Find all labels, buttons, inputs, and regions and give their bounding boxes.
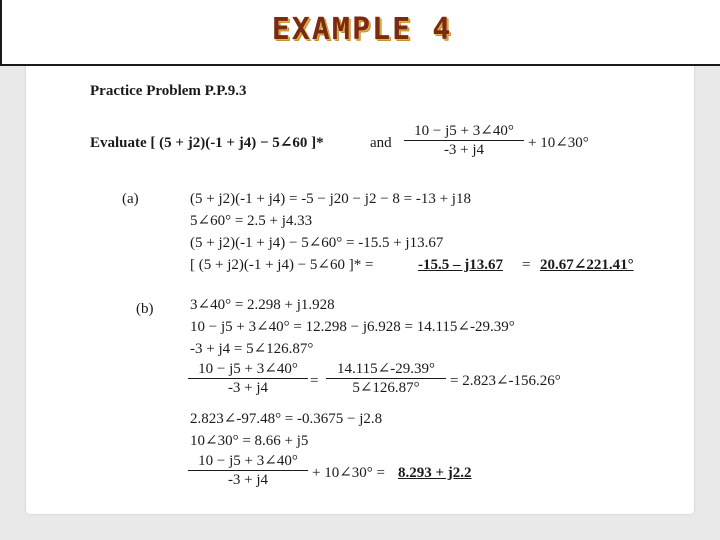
part-b-ratio-result: = 2.823∠-156.26°	[450, 373, 561, 389]
problem-evaluate-expression: Evaluate [ (5 + j2)(-1 + j4) − 5∠60 ]*	[90, 135, 324, 151]
part-b-ratio-equals: =	[310, 373, 319, 389]
problem-fraction-denominator: -3 + j4	[404, 140, 524, 159]
part-b-ratio-right-numerator: 14.115∠-29.39°	[336, 361, 435, 377]
part-b-line-2: 10 − j5 + 3∠40° = 12.298 − j6.928 = 14.115∠-29.39°	[190, 319, 515, 335]
part-b-ratio-left-numerator: 10 − j5 + 3∠40°	[198, 361, 298, 377]
part-b-line-5: 10∠30° = 8.66 + j5	[190, 433, 309, 449]
part-a-line-2: 5∠60° = 2.5 + j4.33	[190, 213, 313, 229]
part-b-final-result: 8.293 + j2.2	[398, 465, 472, 481]
part-a-result-rectangular: -15.5 – j13.67	[418, 257, 503, 273]
part-b-final-fraction	[188, 452, 308, 489]
page-title: EXAMPLE 4	[271, 12, 453, 47]
part-b-ratio-left-denominator: -3 + j4	[188, 378, 308, 397]
title-bar	[0, 0, 720, 66]
part-b-ratio-right-denominator: 5∠126.87°	[326, 378, 446, 397]
part-b-ratio-left	[188, 360, 308, 397]
part-b-final-suffix: + 10∠30° =	[312, 465, 385, 481]
part-b-final-numerator: 10 − j5 + 3∠40°	[198, 453, 298, 469]
problem-fraction-numerator: 10 − j5 + 3∠40°	[414, 123, 514, 139]
part-a-line-1: (5 + j2)(-1 + j4) = -5 − j20 − j2 − 8 = -13 + j18	[190, 191, 471, 207]
part-a-equals: =	[522, 257, 531, 273]
part-b-line-3: -3 + j4 = 5∠126.87°	[190, 341, 314, 357]
part-b-label: (b)	[136, 301, 154, 317]
problem-and-word: and	[370, 135, 392, 151]
part-a-line-4-prefix: [ (5 + j2)(-1 + j4) − 5∠60 ]* =	[190, 257, 374, 273]
part-b-line-4: 2.823∠-97.48° = -0.3675 − j2.8	[190, 411, 383, 427]
part-b-line-1: 3∠40° = 2.298 + j1.928	[190, 297, 335, 313]
part-a-line-3: (5 + j2)(-1 + j4) − 5∠60° = -15.5 + j13.67	[190, 235, 444, 251]
part-b-final-denominator: -3 + j4	[188, 470, 308, 489]
content-panel	[26, 26, 694, 514]
part-a-label: (a)	[122, 191, 139, 207]
problem-heading: Practice Problem P.P.9.3	[90, 83, 247, 99]
problem-fraction	[404, 122, 524, 159]
part-a-result-polar: 20.67∠221.41°	[540, 257, 634, 273]
part-b-ratio-right	[326, 360, 446, 397]
problem-fraction-suffix: + 10∠30°	[528, 135, 589, 151]
